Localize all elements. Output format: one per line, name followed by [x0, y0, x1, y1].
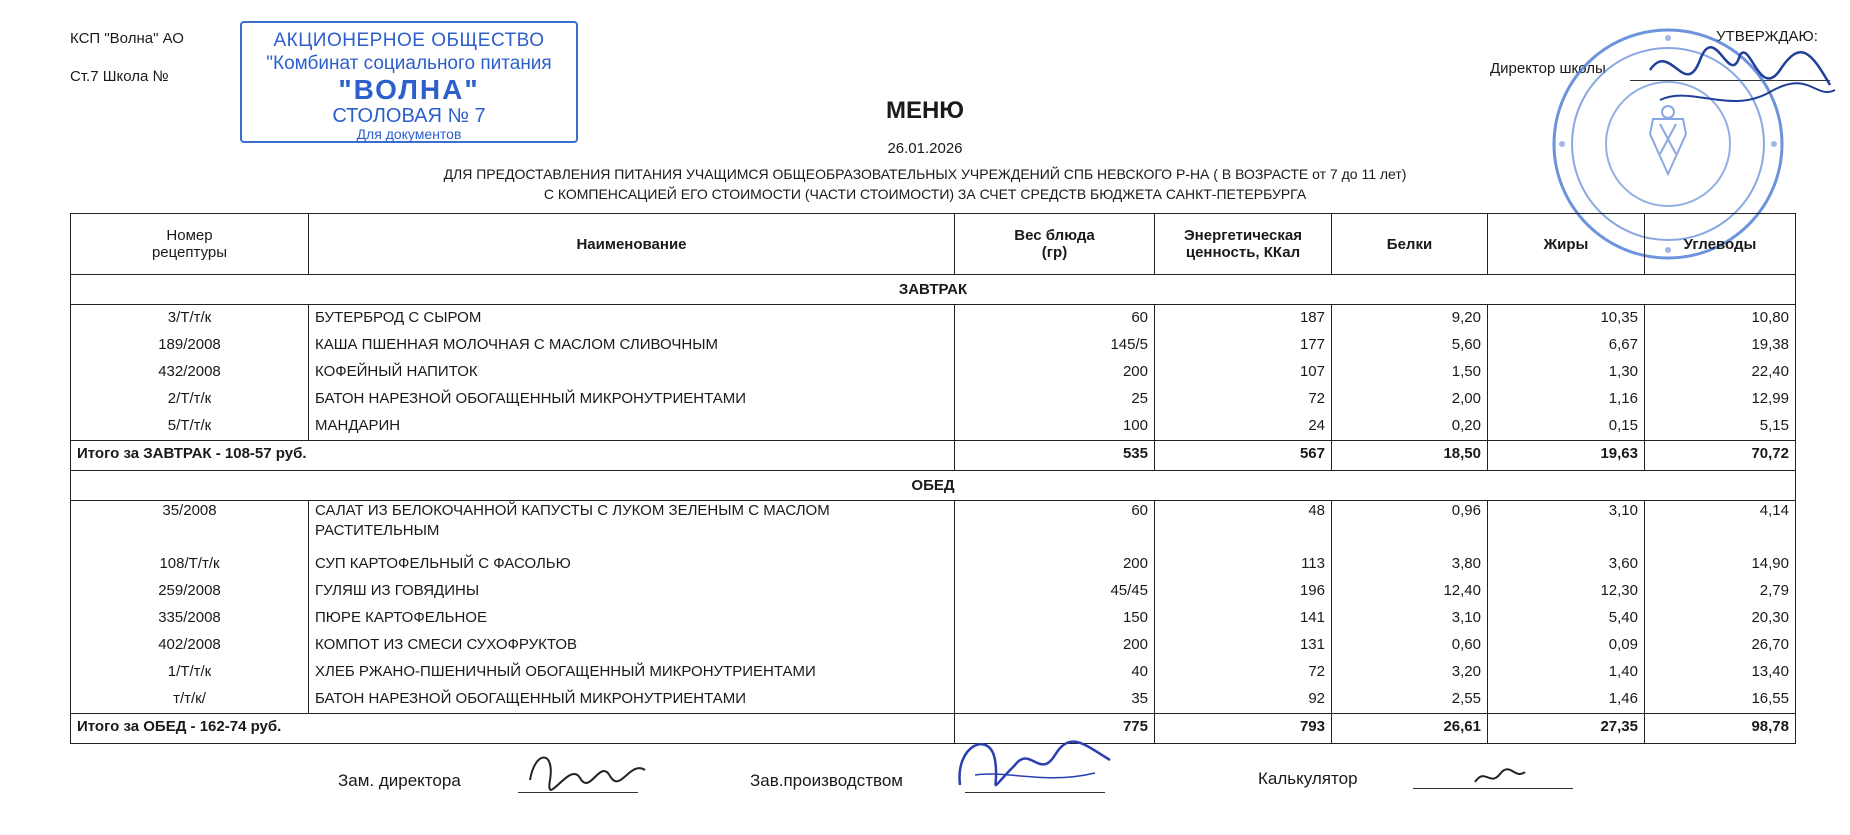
dish-protein: 3,10	[1332, 605, 1488, 632]
recipe-code: 3/Т/т/к	[71, 305, 309, 333]
dish-protein: 5,60	[1332, 332, 1488, 359]
table-header-row	[71, 214, 1796, 275]
col-weight-line-1: Вес блюда	[1014, 227, 1095, 244]
company-name: КСП "Волна" АО	[70, 30, 184, 47]
dish-weight: 40	[955, 659, 1155, 686]
dish-fat: 3,10	[1488, 501, 1645, 552]
dish-protein: 1,50	[1332, 359, 1488, 386]
col-energy-line-1: Энергетическая	[1184, 227, 1302, 244]
total-weight: 775	[955, 714, 1155, 744]
col-recipe-line-1: Номер	[166, 227, 213, 244]
col-weight-line-2: (гр)	[1041, 244, 1068, 261]
total-fat: 27,35	[1488, 714, 1645, 744]
dish-carbs: 4,14	[1645, 501, 1796, 552]
dish-energy: 24	[1155, 413, 1332, 441]
table-row	[71, 359, 1796, 386]
dish-protein: 0,60	[1332, 632, 1488, 659]
table-row	[71, 305, 1796, 333]
table-row	[71, 686, 1796, 714]
approve-label: УТВЕРЖДАЮ:	[1716, 28, 1818, 45]
dish-fat: 3,60	[1488, 551, 1645, 578]
table-row	[71, 501, 1796, 552]
dish-carbs: 5,15	[1645, 413, 1796, 441]
col-recipe	[71, 214, 309, 275]
total-fat: 19,63	[1488, 441, 1645, 471]
dish-name: КОФЕЙНЫЙ НАПИТОК	[309, 359, 955, 386]
stamp-line-4: СТОЛОВАЯ № 7	[332, 105, 486, 127]
col-energy	[1155, 214, 1332, 275]
dish-weight: 45/45	[955, 578, 1155, 605]
dish-weight: 200	[955, 359, 1155, 386]
dish-carbs: 13,40	[1645, 659, 1796, 686]
col-energy-line-2: ценность, ККал	[1185, 244, 1301, 261]
table-row	[71, 632, 1796, 659]
dish-weight: 200	[955, 551, 1155, 578]
recipe-code: 259/2008	[71, 578, 309, 605]
dish-fat: 1,40	[1488, 659, 1645, 686]
breakfast-section	[71, 275, 1796, 471]
dish-fat: 12,30	[1488, 578, 1645, 605]
recipe-code: 1/Т/т/к	[71, 659, 309, 686]
dish-protein: 12,40	[1332, 578, 1488, 605]
dish-protein: 3,20	[1332, 659, 1488, 686]
dish-carbs: 10,80	[1645, 305, 1796, 333]
dish-fat: 0,15	[1488, 413, 1645, 441]
total-label: Итого за ЗАВТРАК - 108-57 руб.	[71, 441, 955, 471]
total-row-breakfast	[71, 441, 1796, 471]
recipe-code: 5/Т/т/к	[71, 413, 309, 441]
menu-table	[70, 213, 1796, 744]
col-fat: Жиры	[1488, 214, 1645, 275]
dish-fat: 5,40	[1488, 605, 1645, 632]
table-row	[71, 386, 1796, 413]
table-row	[71, 551, 1796, 578]
dish-name: КОМПОТ ИЗ СМЕСИ СУХОФРУКТОВ	[309, 632, 955, 659]
dish-carbs: 2,79	[1645, 578, 1796, 605]
production-label: Зав.производством	[750, 771, 903, 790]
dish-carbs: 12,99	[1645, 386, 1796, 413]
dish-name: СУП КАРТОФЕЛЬНЫЙ С ФАСОЛЬЮ	[309, 551, 955, 578]
col-protein: Белки	[1332, 214, 1488, 275]
dish-name: ГУЛЯШ ИЗ ГОВЯДИНЫ	[309, 578, 955, 605]
recipe-code: 189/2008	[71, 332, 309, 359]
dish-weight: 35	[955, 686, 1155, 714]
dish-fat: 6,67	[1488, 332, 1645, 359]
dish-energy: 196	[1155, 578, 1332, 605]
dish-energy: 72	[1155, 659, 1332, 686]
dish-protein: 0,96	[1332, 501, 1488, 552]
dish-weight: 25	[955, 386, 1155, 413]
table-row	[71, 413, 1796, 441]
dish-carbs: 16,55	[1645, 686, 1796, 714]
dish-name: КАША ПШЕННАЯ МОЛОЧНАЯ С МАСЛОМ СЛИВОЧНЫМ	[309, 332, 955, 359]
dish-weight: 60	[955, 305, 1155, 333]
dish-carbs: 19,38	[1645, 332, 1796, 359]
total-protein: 26,61	[1332, 714, 1488, 744]
dish-protein: 3,80	[1332, 551, 1488, 578]
dish-protein: 0,20	[1332, 413, 1488, 441]
production-signature-icon	[945, 725, 1115, 805]
total-energy: 793	[1155, 714, 1332, 744]
deputy-label: Зам. директора	[338, 771, 461, 790]
recipe-code: 2/Т/т/к	[71, 386, 309, 413]
menu-date: 26.01.2026	[887, 140, 963, 157]
dish-weight: 60	[955, 501, 1155, 552]
recipe-code: 432/2008	[71, 359, 309, 386]
subtitle-line-2: С КОМПЕНСАЦИЕЙ ЕГО СТОИМОСТИ (ЧАСТИ СТОИМОСТИ) ЗА СЧЕТ СРЕДСТВ БЮДЖЕТА САНКТ-ПЕТЕРБУРГА	[543, 186, 1307, 202]
section-title: ОБЕД	[71, 471, 1796, 501]
table-row	[71, 659, 1796, 686]
total-protein: 18,50	[1332, 441, 1488, 471]
dish-energy: 107	[1155, 359, 1332, 386]
dish-fat: 1,30	[1488, 359, 1645, 386]
dish-fat: 0,09	[1488, 632, 1645, 659]
subtitle-line-1: ДЛЯ ПРЕДОСТАВЛЕНИЯ ПИТАНИЯ УЧАЩИМСЯ ОБЩЕОБРАЗОВАТЕЛЬНЫХ УЧРЕЖДЕНИЙ СПБ НЕВСКОГО Р-НА ( В ВОЗРАСТЕ от 7 до 11 лет)	[443, 166, 1407, 182]
table-row	[71, 605, 1796, 632]
total-carbs: 70,72	[1645, 441, 1796, 471]
calculator-signature-icon	[1470, 762, 1530, 792]
dish-name: ХЛЕБ РЖАНО-ПШЕНИЧНЫЙ ОБОГАЩЕННЫЙ МИКРОНУТРИЕНТАМИ	[309, 659, 955, 686]
stamp-line-1: АКЦИОНЕРНОЕ ОБЩЕСТВО	[273, 30, 545, 51]
col-name: Наименование	[309, 214, 955, 275]
total-energy: 567	[1155, 441, 1332, 471]
dish-energy: 48	[1155, 501, 1332, 552]
school-name: Ст.7 Школа №	[70, 68, 169, 85]
dish-energy: 187	[1155, 305, 1332, 333]
dish-name: ПЮРЕ КАРТОФЕЛЬНОЕ	[309, 605, 955, 632]
deputy-signature-icon	[520, 740, 650, 800]
director-label: Директор школы	[1490, 60, 1606, 77]
dish-carbs: 26,70	[1645, 632, 1796, 659]
dish-energy: 141	[1155, 605, 1332, 632]
dish-protein: 2,55	[1332, 686, 1488, 714]
stamp-line-2: "Комбинат социального питания	[266, 53, 552, 74]
stamp-line-3: "ВОЛНА"	[338, 74, 480, 105]
dish-energy: 177	[1155, 332, 1332, 359]
dish-carbs: 22,40	[1645, 359, 1796, 386]
dish-energy: 92	[1155, 686, 1332, 714]
dish-name: МАНДАРИН	[309, 413, 955, 441]
stamp-line-5: Для документов	[356, 126, 462, 142]
dish-energy: 113	[1155, 551, 1332, 578]
dish-weight: 145/5	[955, 332, 1155, 359]
total-weight: 535	[955, 441, 1155, 471]
dish-energy: 131	[1155, 632, 1332, 659]
dish-name: САЛАТ ИЗ БЕЛОКОЧАННОЙ КАПУСТЫ С ЛУКОМ ЗЕЛЕНЫМ С МАСЛОМ РАСТИТЕЛЬНЫМ	[309, 501, 955, 552]
dish-fat: 1,46	[1488, 686, 1645, 714]
recipe-code: 108/Т/т/к	[71, 551, 309, 578]
dish-protein: 2,00	[1332, 386, 1488, 413]
recipe-code: 35/2008	[71, 501, 309, 552]
dish-carbs: 20,30	[1645, 605, 1796, 632]
table-row	[71, 332, 1796, 359]
dish-name: БУТЕРБРОД С СЫРОМ	[309, 305, 955, 333]
table-row	[71, 578, 1796, 605]
page-title: МЕНЮ	[885, 97, 965, 124]
section-header-breakfast	[71, 275, 1796, 305]
col-carbs: Углеводы	[1645, 214, 1796, 275]
col-recipe-line-2: рецептуры	[151, 244, 228, 261]
dish-protein: 9,20	[1332, 305, 1488, 333]
total-carbs: 98,78	[1645, 714, 1796, 744]
dish-weight: 200	[955, 632, 1155, 659]
recipe-code: 335/2008	[71, 605, 309, 632]
dish-carbs: 14,90	[1645, 551, 1796, 578]
dish-energy: 72	[1155, 386, 1332, 413]
total-label: Итого за ОБЕД - 162-74 руб.	[71, 714, 955, 744]
dish-weight: 150	[955, 605, 1155, 632]
dish-weight: 100	[955, 413, 1155, 441]
calculator-label: Калькулятор	[1258, 769, 1358, 788]
col-weight	[955, 214, 1155, 275]
total-row-lunch	[71, 714, 1796, 744]
recipe-code: т/т/к/	[71, 686, 309, 714]
lunch-section	[71, 471, 1796, 744]
section-title: ЗАВТРАК	[71, 275, 1796, 305]
recipe-code: 402/2008	[71, 632, 309, 659]
section-header-lunch	[71, 471, 1796, 501]
dish-fat: 10,35	[1488, 305, 1645, 333]
dish-name: БАТОН НАРЕЗНОЙ ОБОГАЩЕННЫЙ МИКРОНУТРИЕНТАМИ	[309, 386, 955, 413]
dish-name: БАТОН НАРЕЗНОЙ ОБОГАЩЕННЫЙ МИКРОНУТРИЕНТАМИ	[309, 686, 955, 714]
dish-fat: 1,16	[1488, 386, 1645, 413]
